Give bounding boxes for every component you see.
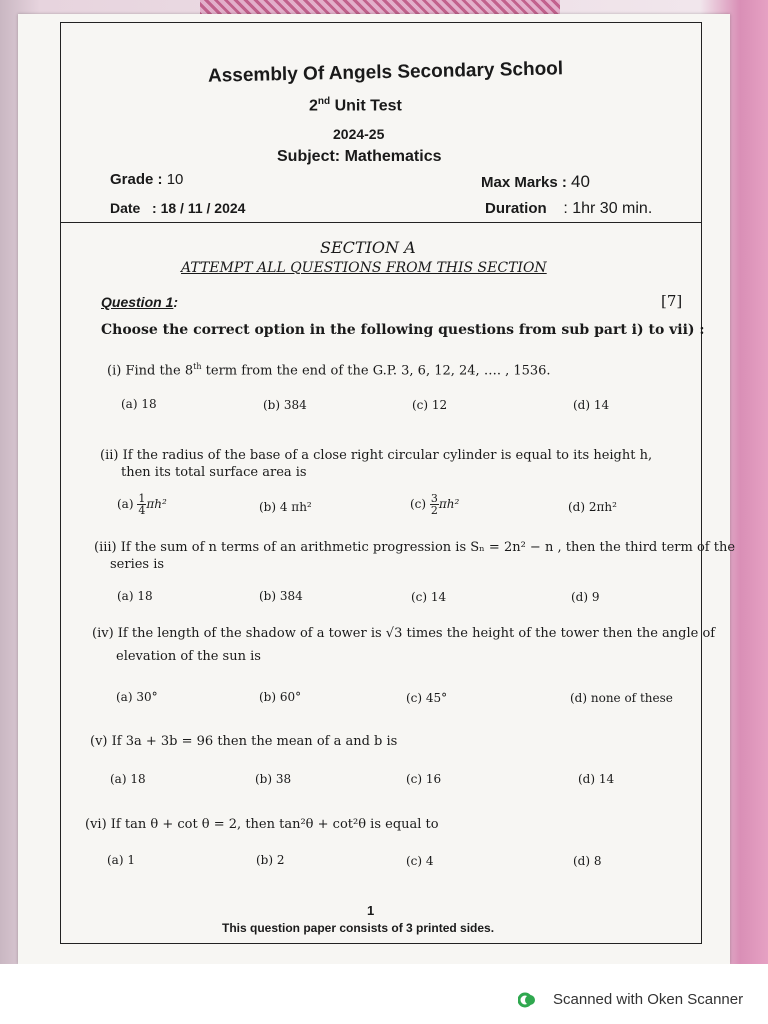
q5-text: (v) If 3a + 3b = 96 then the mean of a and b is (90, 734, 398, 749)
question-1-label: Question 1: (101, 294, 179, 310)
q2-option-b: (b) 4 πh² (259, 500, 312, 514)
page-number: 1 (367, 903, 375, 918)
q1-option-d: (d) 14 (573, 398, 610, 412)
q3-option-b: (b) 384 (259, 589, 303, 603)
q1-option-a: (a) 18 (121, 397, 157, 411)
scanner-watermark: Scanned with Oken Scanner (553, 991, 744, 1008)
q6-option-a: (a) 1 (107, 853, 135, 867)
header-divider (60, 222, 702, 223)
max-marks: Max Marks : 40 (481, 172, 590, 191)
question-1-instruction: Choose the correct option in the following questions from sub part i) to vii) : (101, 322, 705, 338)
q3-option-d: (d) 9 (571, 590, 600, 604)
q3-text: (iii) If the sum of n terms of an arithmetic progression is Sₙ = 2n² − n , then the third term of the (94, 540, 736, 555)
test-title: 2nd Unit Test (309, 96, 402, 115)
section-instruction: ATTEMPT ALL QUESTIONS FROM THIS SECTION (181, 260, 547, 276)
q6-option-b: (b) 2 (256, 853, 285, 867)
academic-year: 2024-25 (333, 126, 385, 142)
school-name: Assembly Of Angels Secondary School (207, 58, 564, 87)
q6-text: (vi) If tan θ + cot θ = 2, then tan²θ + cot²θ is equal to (85, 817, 439, 832)
question-1-marks: [7] (661, 292, 683, 310)
q6-option-d: (d) 8 (573, 854, 602, 868)
q4-option-c: (c) 45° (406, 691, 448, 705)
q4-option-a: (a) 30° (116, 690, 158, 704)
oken-scanner-logo-icon (518, 991, 536, 1009)
q3-text-line2: series is (110, 557, 165, 572)
date: Date : 18 / 11 / 2024 (110, 200, 246, 216)
subject: Subject: Mathematics (277, 148, 442, 165)
q2-option-c: (c) $\frac{3}{2}$ πh² (410, 492, 460, 517)
q3-option-a: (a) 18 (117, 589, 153, 603)
q2-option-d: (d) 2πh² (568, 500, 617, 514)
q6-option-c: (c) 4 (406, 854, 434, 868)
q4-option-b: (b) 60° (259, 690, 302, 704)
q3-option-c: (c) 14 (411, 590, 447, 604)
q1-option-b: (b) 384 (263, 398, 307, 412)
grade: Grade : 10 (110, 171, 184, 188)
q5-option-a: (a) 18 (110, 772, 146, 786)
q5-option-d: (d) 14 (578, 772, 615, 786)
q4-text: (iv) If the length of the shadow of a tower is √3 times the height of the tower then the angle of (92, 626, 716, 641)
q4-option-d: (d) none of these (570, 691, 673, 705)
page-count-note: This question paper consists of 3 printed sides. (222, 921, 495, 935)
section-title: SECTION A (320, 238, 416, 257)
q5-option-b: (b) 38 (255, 772, 292, 786)
q4-text-line2: elevation of the sun is (116, 649, 261, 664)
q1-option-c: (c) 12 (412, 398, 448, 412)
q5-option-c: (c) 16 (406, 772, 442, 786)
q2-text-line2: then its total surface area is (121, 465, 307, 480)
duration: Duration : 1hr 30 min. (485, 200, 653, 217)
q2-option-a: (a) $\frac{1}{4}$ πh² (117, 492, 167, 517)
q2-text: (ii) If the radius of the base of a close right circular cylinder is equal to its height h, (100, 448, 653, 463)
q1-text: (i) Find the 8th term from the end of the G.P. 3, 6, 12, 24, …. , 1536. (107, 362, 551, 379)
